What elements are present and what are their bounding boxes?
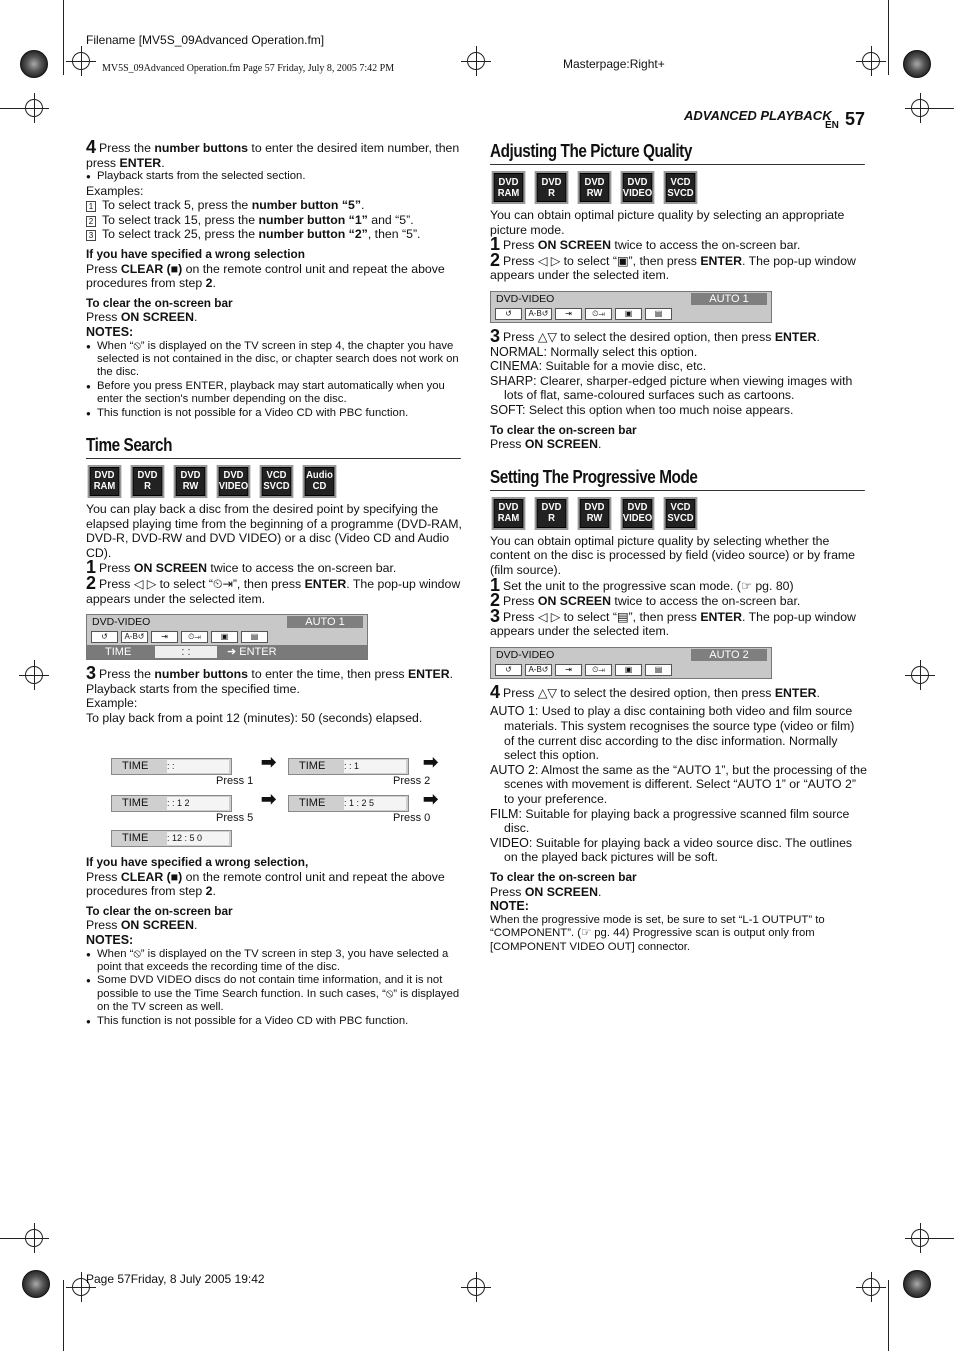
disc-dvd-ram-icon: DVD RAM bbox=[492, 497, 525, 530]
wrong-selection-text: Press CLEAR (■) on the remote control unit and repeat the above procedures from step 2. bbox=[86, 261, 445, 291]
osd-button[interactable]: ⇥ bbox=[555, 308, 582, 320]
time-value: : : 1 2 bbox=[167, 797, 229, 810]
clear-bar-text: Press ON SCREEN. bbox=[86, 310, 198, 325]
pq-step-2: 2 Press ◁ ▷ to select “▣”, then press ENTER. The pop-up window appears under the selected item. bbox=[490, 249, 856, 283]
disc-dvd-rw-icon: DVD RW bbox=[578, 497, 611, 530]
option-term: AUTO 1: bbox=[490, 704, 539, 719]
registration-crosshair-icon bbox=[25, 1229, 43, 1247]
time-popup[interactable]: TIME : : ➜ ENTER bbox=[87, 645, 367, 659]
registration-ball-icon bbox=[903, 1270, 931, 1298]
right-arrow-icon: ➡ bbox=[261, 789, 277, 809]
osd-button[interactable]: ▣ bbox=[615, 308, 642, 320]
option-term: VIDEO: bbox=[490, 835, 533, 850]
disc-icons bbox=[490, 497, 867, 530]
disc-vcd-svcd-icon: VCD SVCD bbox=[664, 497, 697, 530]
notes-list bbox=[86, 340, 463, 420]
picture-quality-title: Adjusting The Picture Quality bbox=[490, 140, 865, 165]
osd-button[interactable]: ⏲⇥ bbox=[585, 664, 612, 676]
osd-button[interactable]: ↺ bbox=[495, 664, 522, 676]
osd-button[interactable]: ⏲⇥ bbox=[181, 631, 208, 643]
step-4: 4 Press the number buttons to enter the desired item number, then press ENTER. bbox=[86, 137, 460, 170]
press-caption: Press 2 bbox=[393, 775, 431, 787]
registration-crosshair-icon bbox=[911, 99, 929, 117]
pq-step-1: 1 Press ON SCREEN twice to access the on-screen bar. bbox=[490, 234, 801, 255]
time-value: : 12 : 5 0 bbox=[167, 832, 229, 845]
language-label: EN bbox=[825, 120, 839, 131]
ts-wrong-text: Press CLEAR (■) on the remote control unit and repeat the above procedures from step 2. bbox=[86, 869, 445, 899]
notes-title: NOTES: bbox=[86, 324, 134, 339]
picture-icon: ▣ bbox=[616, 253, 629, 268]
press-caption: Press 0 bbox=[393, 812, 431, 824]
registration-crosshair-icon bbox=[911, 666, 929, 684]
footer-text: Page 57Friday, 8 July 2005 19:42 bbox=[86, 1272, 265, 1286]
left-column-lower bbox=[86, 855, 463, 1028]
examples-label: Examples: bbox=[86, 183, 144, 198]
osd-bar-picture: DVD-VIDEO AUTO 1 ↺ A-B↺ ⇥ ⏲⇥ ▣ ▤ bbox=[490, 291, 772, 323]
time-label: TIME bbox=[299, 797, 326, 809]
crop-mark bbox=[0, 1238, 20, 1239]
mode-badge: AUTO 2 bbox=[691, 649, 767, 661]
disc-dvd-ram-icon: DVD RAM bbox=[492, 171, 525, 204]
note-item: ● When “⦸” is displayed on the TV screen in step 3, you have selected a point that exceeds the recording time of the disc. bbox=[86, 948, 463, 975]
time-label: TIME bbox=[122, 760, 149, 772]
time-label: TIME bbox=[122, 832, 149, 844]
registration-crosshair-icon bbox=[467, 1278, 485, 1296]
example-number-icon: 2 bbox=[86, 216, 96, 227]
crop-mark bbox=[888, 1280, 889, 1351]
time-entry-box bbox=[288, 758, 409, 775]
note-item: ● This function is not possible for a Video CD with PBC function. bbox=[86, 407, 463, 420]
time-search-intro: You can play back a disc from the desired point by specifying the elapsed playing time from the beginning of a programme (DVD-RAM, DVD-R, DVD-RW and DVD VIDEO) or a disc (Video CD and Audio CD). bbox=[86, 501, 462, 560]
option-term: FILM: bbox=[490, 806, 522, 821]
left-column bbox=[86, 137, 463, 726]
file-info: MV5S_09Advanced Operation.fm Page 57 Friday, July 8, 2005 7:42 PM bbox=[102, 63, 395, 74]
osd-button[interactable]: A-B↺ bbox=[121, 631, 148, 643]
press-caption: Press 5 bbox=[216, 812, 254, 824]
picture-options bbox=[490, 345, 867, 418]
time-value: : : bbox=[167, 760, 229, 773]
disc-dvd-r-icon: DVD R bbox=[535, 497, 568, 530]
crop-mark bbox=[934, 108, 954, 109]
disc-dvd-video-icon: DVD VIDEO bbox=[621, 497, 654, 530]
disc-audio-cd-icon: Audio CD bbox=[303, 465, 336, 498]
pm-note-text: When the progressive mode is set, be sure to set “L-1 OUTPUT” to “COMPONENT”. (☞ pg. 44) Progressive scan is output only from [COMPONENT VIDEO OUT] connector. bbox=[490, 913, 825, 953]
note-item: ● When “⦸” is displayed on the TV screen in step 4, the chapter you have selected is not contained in the disc, or chapter search does not work on the disc. bbox=[86, 340, 463, 380]
mode-badge: AUTO 1 bbox=[691, 293, 767, 305]
example-item: 3 To select track 25, press the number button “2”, then “5”. bbox=[86, 227, 463, 242]
disc-dvd-rw-icon: DVD RW bbox=[578, 171, 611, 204]
disc-dvd-r-icon: DVD R bbox=[535, 171, 568, 204]
pm-step-1: 1 Set the unit to the progressive scan mode. (☞ pg. 80) bbox=[490, 574, 794, 595]
option-item: CINEMA: Suitable for a movie disc, etc. bbox=[490, 359, 707, 374]
time-entry-box bbox=[111, 830, 232, 847]
press-caption: Press 1 bbox=[216, 775, 254, 787]
option-term: CINEMA: bbox=[490, 359, 543, 374]
osd-button[interactable]: ▤ bbox=[645, 308, 672, 320]
disc-dvd-ram-icon: DVD RAM bbox=[88, 465, 121, 498]
osd-button[interactable]: A-B↺ bbox=[525, 664, 552, 676]
registration-crosshair-icon bbox=[911, 1229, 929, 1247]
wrong-selection-title: If you have specified a wrong selection bbox=[86, 246, 305, 261]
registration-crosshair-icon bbox=[72, 52, 90, 70]
osd-button[interactable]: ▣ bbox=[615, 664, 642, 676]
step-4-note: ● Playback starts from the selected section. bbox=[86, 170, 463, 183]
option-term: SOFT: bbox=[490, 402, 526, 417]
ts-step-2: 2 Press ◁ ▷ to select “⏲⇥”, then press ENTER. The pop-up window appears under the selected item. bbox=[86, 572, 461, 606]
page-number: 57 bbox=[845, 109, 866, 129]
option-item: FILM: Suitable for playing back a progressive scanned film source disc. bbox=[490, 806, 850, 836]
pm-note-title: NOTE: bbox=[490, 899, 529, 914]
ts-notes-list bbox=[86, 948, 463, 1028]
option-item: AUTO 1: Used to play a disc containing both video and film source materials. This system recognises the source type (video or film) of the current disc according to the disc information. Normally select this option. bbox=[490, 704, 855, 763]
time-value: : : 1 bbox=[344, 760, 406, 773]
crop-mark bbox=[888, 0, 889, 75]
option-term: NORMAL: bbox=[490, 344, 547, 359]
osd-button[interactable]: ⏲⇥ bbox=[585, 308, 612, 320]
ts-step-3: 3 Press the number buttons to enter the time, then press ENTER. Playback starts from the specified time. bbox=[86, 663, 454, 696]
clear-bar-title: To clear the on-screen bar bbox=[86, 295, 233, 310]
registration-ball-icon bbox=[22, 1270, 50, 1298]
disc-vcd-svcd-icon: VCD SVCD bbox=[664, 171, 697, 204]
option-item: VIDEO: Suitable for playing back a video source disc. The outlines on the played back pictures will be soft. bbox=[490, 835, 853, 865]
pq-clear-text: Press ON SCREEN. bbox=[490, 437, 602, 452]
time-entry-box bbox=[111, 795, 232, 812]
osd-button[interactable]: ⇥ bbox=[555, 664, 582, 676]
osd-button[interactable]: ▣ bbox=[211, 631, 238, 643]
progressive-title: Setting The Progressive Mode bbox=[490, 466, 865, 491]
mode-badge: AUTO 1 bbox=[287, 616, 363, 628]
registration-crosshair-icon bbox=[467, 52, 485, 70]
osd-button[interactable]: A-B↺ bbox=[525, 308, 552, 320]
crop-mark bbox=[63, 0, 64, 75]
ts-clear-title: To clear the on-screen bar bbox=[86, 903, 233, 918]
disc-dvd-rw-icon: DVD RW bbox=[174, 465, 207, 498]
registration-crosshair-icon bbox=[25, 666, 43, 684]
time-search-title: Time Search bbox=[86, 434, 461, 459]
ts-wrong-title: If you have specified a wrong selection, bbox=[86, 855, 309, 869]
ts-notes-title: NOTES: bbox=[86, 932, 134, 947]
pm-step-3: 3 Press ◁ ▷ to select “▤”, then press ENTER. The pop-up window appears under the selected item. bbox=[490, 605, 856, 639]
disc-dvd-video-icon: DVD VIDEO bbox=[217, 465, 250, 498]
examples-list bbox=[86, 198, 463, 242]
right-arrow-icon: ➡ bbox=[423, 789, 439, 809]
note-item: ● This function is not possible for a Video CD with PBC function. bbox=[86, 1015, 463, 1028]
option-item: NORMAL: Normally select this option. bbox=[490, 344, 698, 359]
time-label: TIME bbox=[122, 797, 149, 809]
right-column bbox=[490, 140, 867, 954]
registration-crosshair-icon bbox=[25, 99, 43, 117]
time-entry-box bbox=[111, 758, 232, 775]
section-title: ADVANCED PLAYBACK bbox=[684, 108, 832, 123]
pq-clear-title: To clear the on-screen bar bbox=[490, 422, 637, 437]
crop-mark bbox=[934, 1238, 954, 1239]
registration-ball-icon bbox=[20, 50, 48, 78]
progressive-icon: ▤ bbox=[616, 609, 629, 624]
progressive-options bbox=[490, 704, 867, 865]
example-item: 1 To select track 5, press the number button “5”. bbox=[86, 198, 463, 213]
disc-vcd-svcd-icon: VCD SVCD bbox=[260, 465, 293, 498]
filename-label: Filename [MV5S_09Advanced Operation.fm] bbox=[86, 33, 325, 47]
osd-button[interactable]: ▤ bbox=[645, 664, 672, 676]
time-value: : 1 : 2 5 bbox=[344, 797, 406, 810]
option-term: AUTO 2: bbox=[490, 762, 539, 777]
pq-step-3: 3 Press △▽ to select the desired option, then press ENTER. bbox=[490, 325, 820, 346]
option-item: AUTO 2: Almost the same as the “AUTO 1”, but the processing of the scenes with movement is different. Select “AUTO 1” or “AUTO 2” to your preference. bbox=[490, 762, 867, 807]
note-item: ● Some DVD VIDEO discs do not contain time information, and it is not possible to use the Time Search function. In such cases, “⦸” is displayed on the TV screen as well. bbox=[86, 974, 463, 1014]
osd-bar-time-search: DVD-VIDEO AUTO 1 ↺ A-B↺ ⇥ ⏲⇥ ▣ ▤ TIME : : ➜ ENTER bbox=[86, 614, 368, 660]
pm-clear-text: Press ON SCREEN. bbox=[490, 884, 602, 899]
registration-crosshair-icon bbox=[862, 1278, 880, 1296]
pm-step-2: 2 Press ON SCREEN twice to access the on-screen bar. bbox=[490, 590, 801, 611]
option-item: SOFT: Select this option when too much noise appears. bbox=[490, 402, 794, 417]
right-arrow-icon: ➡ bbox=[261, 752, 277, 772]
osd-button[interactable]: ⇥ bbox=[151, 631, 178, 643]
registration-ball-icon bbox=[903, 50, 931, 78]
crop-mark bbox=[0, 108, 20, 109]
ts-step-1: 1 Press ON SCREEN twice to access the on-screen bar. bbox=[86, 557, 397, 578]
osd-button[interactable]: ▤ bbox=[241, 631, 268, 643]
pm-clear-title: To clear the on-screen bar bbox=[490, 870, 637, 884]
disc-icons bbox=[86, 465, 463, 498]
disc-icons bbox=[490, 171, 867, 204]
example-number-icon: 1 bbox=[86, 201, 96, 212]
right-arrow-icon: ➡ bbox=[423, 752, 439, 772]
time-entry-box bbox=[288, 795, 409, 812]
registration-crosshair-icon bbox=[862, 52, 880, 70]
example-item: 2 To select track 15, press the number button “1” and “5”. bbox=[86, 213, 463, 228]
ts-clear-text: Press ON SCREEN. bbox=[86, 918, 198, 933]
masterpage-label: Masterpage:Right+ bbox=[563, 57, 665, 71]
example-number-icon: 3 bbox=[86, 230, 96, 241]
disc-dvd-r-icon: DVD R bbox=[131, 465, 164, 498]
pm-intro: You can obtain optimal picture quality by selecting whether the content on the disc is processed by field (video source) or by frame (film source). bbox=[490, 533, 855, 577]
disc-dvd-video-icon: DVD VIDEO bbox=[621, 171, 654, 204]
osd-button[interactable]: ↺ bbox=[91, 631, 118, 643]
note-item: ● Before you press ENTER, playback may start automatically when you enter the section's number depending on the disc. bbox=[86, 380, 463, 407]
pm-step-4: 4 Press △▽ to select the desired option, then press ENTER. bbox=[490, 681, 820, 702]
osd-bar-progressive: DVD-VIDEO AUTO 2 ↺ A-B↺ ⇥ ⏲⇥ ▣ ▤ bbox=[490, 647, 772, 679]
osd-button[interactable]: ↺ bbox=[495, 308, 522, 320]
pq-intro: You can obtain optimal picture quality by selecting an appropriate picture mode. bbox=[490, 208, 845, 237]
option-item: SHARP: Clearer, sharper-edged picture when viewing images with lots of flat, same-coloured surfaces such as cartoons. bbox=[490, 373, 853, 403]
example-text: To play back from a point 12 (minutes): 50 (seconds) elapsed. bbox=[86, 710, 423, 725]
crop-mark bbox=[63, 1280, 64, 1351]
example-label: Example: bbox=[86, 696, 138, 711]
option-term: SHARP: bbox=[490, 373, 537, 388]
time-label: TIME bbox=[299, 760, 326, 772]
time-search-icon: ⏲⇥ bbox=[212, 576, 233, 591]
